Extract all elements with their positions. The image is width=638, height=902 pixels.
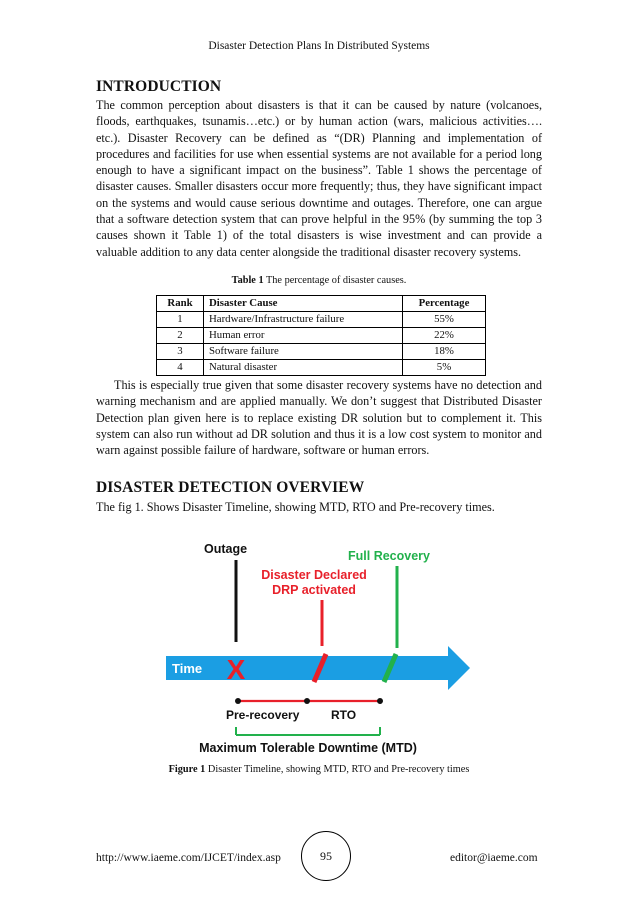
cell-percentage: 22% <box>403 328 486 344</box>
rto-label: RTO <box>331 708 357 722</box>
table-row <box>157 344 486 360</box>
cell-cause: Software failure <box>204 344 403 360</box>
figure-caption <box>0 764 638 775</box>
table-caption-text: The percentage of disaster causes. <box>263 275 407 286</box>
running-header: Disaster Detection Plans In Distributed Systems <box>208 40 430 52</box>
full-recovery-label: Full Recovery <box>348 549 430 563</box>
page-number: 95 <box>301 831 351 881</box>
header-percentage: Percentage <box>403 296 486 312</box>
cell-rank: 1 <box>157 312 204 328</box>
cell-rank: 2 <box>157 328 204 344</box>
figure-caption-text: Disaster Timeline, showing MTD, RTO and Pre-recovery times <box>205 764 470 775</box>
recovery-point <box>377 698 383 704</box>
disaster-declared-label: Disaster Declared <box>261 568 367 582</box>
footer-url[interactable]: http://www.iaeme.com/IJCET/index.asp <box>96 852 281 864</box>
introduction-heading: INTRODUCTION <box>96 78 222 95</box>
pre-recovery-label: Pre-recovery <box>226 708 300 722</box>
cell-percentage: 5% <box>403 360 486 376</box>
disaster-causes-table <box>156 295 486 376</box>
cell-percentage: 18% <box>403 344 486 360</box>
cell-percentage: 55% <box>403 312 486 328</box>
overview-paragraph: The fig 1. Shows Disaster Timeline, showing MTD, RTO and Pre-recovery times. <box>96 500 495 514</box>
table-row <box>157 360 486 376</box>
disaster-timeline-figure <box>166 538 470 760</box>
header-cause: Disaster Cause <box>204 296 403 312</box>
introduction-paragraph: The common perception about disasters is that it can be caused by nature (volcanoes, floods, earthquakes, tsunamis…etc.) or by human action (wars, malicious activities…. etc.). Disaster Recovery can be defined as “(DR) Planning and implementation of procedures and facilities for use when essential systems are not available for a period long enough to have a significant impact on the business”. Table 1 shows the percentage of disaster causes. Smaller disasters occur more frequently; thus, they have significant impact on the systems and would cause serious downtime and outages. Therefore, one can argue that a software detection system that can prove helpful in the 95% (by summing the top 3 causes shown it Table 1) of the total disasters is wise investment and can provide a valuable addition to any data center alongside the traditional disaster recovery systems. <box>96 98 542 259</box>
header-rank: Rank <box>157 296 204 312</box>
drp-activated-label: DRP activated <box>272 583 356 597</box>
cell-cause: Natural disaster <box>204 360 403 376</box>
time-label: Time <box>172 661 203 676</box>
cell-cause: Human error <box>204 328 403 344</box>
mtd-label: Maximum Tolerable Downtime (MTD) <box>199 741 417 755</box>
cell-rank: 3 <box>157 344 204 360</box>
table-header-row <box>157 296 486 312</box>
table-row <box>157 328 486 344</box>
detection-mechanism-paragraph: This is especially true given that some disaster recovery systems have no detection and warning mechanism and are applied manually. We don’t suggest that Distributed Disaster Detection plan given here is to replace existing DR solution but to complement it. This system can also run without ad DR solution and thus it is a low cost system to monitor and warn against possible failure of hardware, software or human errors. <box>96 378 542 458</box>
outage-label: Outage <box>204 542 248 556</box>
cell-cause: Hardware/Infrastructure failure <box>204 312 403 328</box>
declared-point <box>304 698 310 704</box>
figure-caption-label: Figure 1 <box>168 764 206 775</box>
table-row <box>157 312 486 328</box>
outage-point <box>235 698 241 704</box>
table-caption <box>0 275 638 286</box>
overview-heading: DISASTER DETECTION OVERVIEW <box>96 479 365 496</box>
table-caption-label: Table 1 <box>231 275 264 286</box>
cell-rank: 4 <box>157 360 204 376</box>
outage-x-mark: X <box>226 654 246 685</box>
footer-email[interactable]: editor@iaeme.com <box>450 852 538 864</box>
